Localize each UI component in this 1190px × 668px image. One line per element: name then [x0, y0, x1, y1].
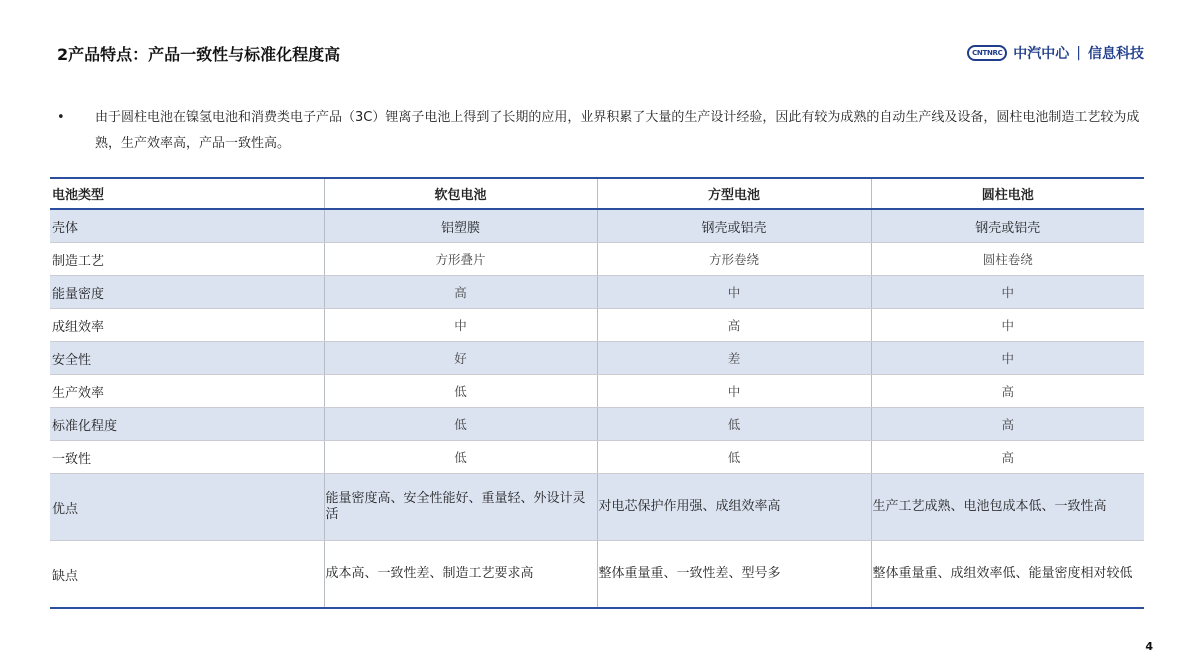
brand-separator: | [1076, 45, 1081, 61]
table-cell: 好 [324, 342, 597, 375]
row-label: 缺点 [50, 541, 324, 609]
table-cell: 能量密度高、安全性能好、重量轻、外设计灵活 [324, 474, 597, 541]
table-cell: 钢壳或铝壳 [597, 209, 871, 243]
page-title: 2产品特点：产品一致性与标准化程度高 [57, 45, 341, 64]
row-label: 一致性 [50, 441, 324, 474]
row-label: 安全性 [50, 342, 324, 375]
brand-subtitle: 信息科技 [1088, 46, 1144, 62]
table-cell: 低 [324, 408, 597, 441]
table-cell: 低 [597, 408, 871, 441]
table-row [50, 408, 1144, 441]
row-label: 成组效率 [50, 309, 324, 342]
table-row [50, 209, 1144, 243]
table-cell: 高 [871, 408, 1144, 441]
bullet-paragraph [57, 105, 1147, 157]
table-cell: 中 [871, 276, 1144, 309]
bullet-text: 由于圆柱电池在镍氢电池和消费类电子产品（3C）锂离子电池上得到了长期的应用，业界积累了大量的生产设计经验，因此有较为成熟的自动生产线及设备，圆柱电池制造工艺较为成熟，生产效率高，产品一致性高。 [95, 110, 1140, 151]
table-cell: 生产工艺成熟、电池包成本低、一致性高 [871, 474, 1144, 541]
table-cell: 圆柱卷绕 [871, 243, 1144, 276]
table-cell: 高 [871, 375, 1144, 408]
table-cell: 高 [324, 276, 597, 309]
table-cell: 中 [597, 375, 871, 408]
table-cell: 方形卷绕 [597, 243, 871, 276]
row-label: 壳体 [50, 209, 324, 243]
table-cell: 高 [871, 441, 1144, 474]
table-row [50, 474, 1144, 541]
table-row [50, 309, 1144, 342]
header-cylindrical: 圆柱电池 [871, 178, 1144, 209]
row-label: 标准化程度 [50, 408, 324, 441]
table-cell: 差 [597, 342, 871, 375]
table-cell: 整体重量重、成组效率低、能量密度相对较低 [871, 541, 1144, 609]
battery-comparison-table [50, 177, 1144, 609]
table-cell: 对电芯保护作用强、成组效率高 [597, 474, 871, 541]
table-cell: 铝塑膜 [324, 209, 597, 243]
table-row [50, 243, 1144, 276]
table-cell: 低 [324, 441, 597, 474]
row-label: 能量密度 [50, 276, 324, 309]
header-pouch: 软包电池 [324, 178, 597, 209]
table-cell: 高 [597, 309, 871, 342]
table-row [50, 441, 1144, 474]
table-cell: 中 [871, 309, 1144, 342]
bullet-marker: • [57, 110, 65, 125]
page-number: 4 [1145, 640, 1153, 653]
table-cell: 成本高、一致性差、制造工艺要求高 [324, 541, 597, 609]
table-cell: 方形叠片 [324, 243, 597, 276]
table-row [50, 342, 1144, 375]
table-row [50, 541, 1144, 609]
header-battery-type: 电池类型 [50, 178, 324, 209]
table-cell: 中 [324, 309, 597, 342]
table-cell: 钢壳或铝壳 [871, 209, 1144, 243]
table-cell: 低 [597, 441, 871, 474]
table-row [50, 276, 1144, 309]
brand-logo-group [967, 43, 1144, 63]
table-cell: 低 [324, 375, 597, 408]
table-header-row [50, 178, 1144, 209]
row-label: 制造工艺 [50, 243, 324, 276]
table-cell: 中 [871, 342, 1144, 375]
cntnrc-logo-icon: CNTNRC [967, 45, 1007, 61]
table-cell: 中 [597, 276, 871, 309]
table-row [50, 375, 1144, 408]
brand-name: 中汽中心 [1013, 46, 1070, 62]
table-cell: 整体重量重、一致性差、型号多 [597, 541, 871, 609]
row-label: 优点 [50, 474, 324, 541]
row-label: 生产效率 [50, 375, 324, 408]
header-prismatic: 方型电池 [597, 178, 871, 209]
